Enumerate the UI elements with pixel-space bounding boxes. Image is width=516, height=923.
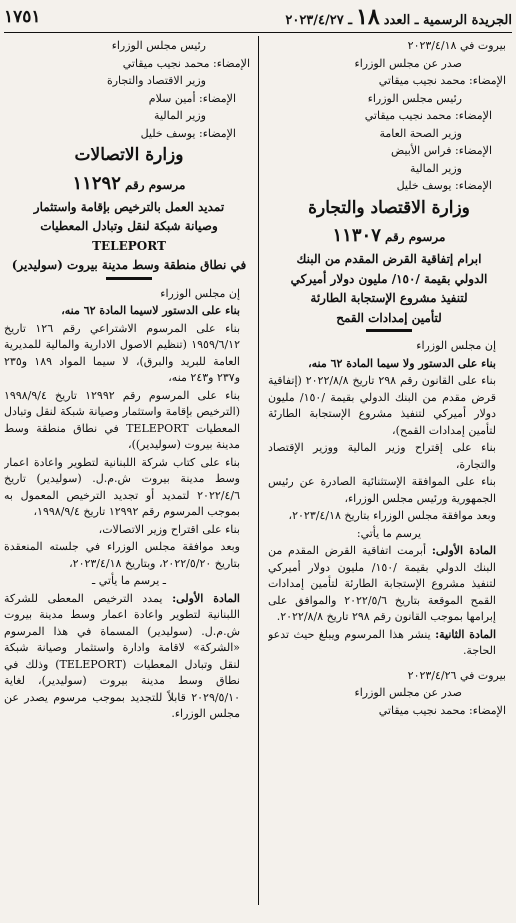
decree-title-4: لتأمين إمدادات القمح — [336, 310, 442, 325]
article-1 — [268, 543, 510, 626]
council-intro: إن مجلس الوزراء — [416, 339, 496, 353]
pm-signature: الإمضاء: محمد نجيب ميقاتي — [122, 56, 250, 70]
decree-number-value: ١١٢٩٢ — [72, 172, 121, 194]
article-1-text: أبرمت اتفاقية القرض المقدم من البنك الدولي بقيمة /١٥٠/ مليون دولار أميركي لتنفيذ مشروع الإستجابة الطارئة لتأمين إمدادات القمح الموقعة بتاريخ ٢٠٢٢/٥/٦ والموافق على إبرامها بموجب القانون رقم ٢٩٨ تاريخ ٢٠٢٢/٨/٨. — [268, 544, 496, 624]
decree-title-2: الدولي بقيمة /١٥٠/ مليون دولار أميركي — [290, 271, 488, 286]
council-intro: إن مجلس الوزراء — [160, 286, 240, 300]
decree-label: مرسوم رقم — [125, 177, 186, 192]
article-1-text: يمدد الترخيص المعطى للشركة اللبنانية لتطوير واعادة اعمار وسط مدينة بيروت ش.م.ل. (سوليدير) المسماة في هذا المرسوم «الشركة» لاقامة وادارة واستثمار وصيانة شبكة لنقل وتبادل المعطيات (TELEPORT) وذلك في نطاق وسط مدينة بيروت (سوليدير)، لغاية ٢٠٢٩/٥/١٠ قابلاً للتجديد بموجب مرسوم يصدر عن مجلس الوزراء. — [4, 591, 240, 721]
ministry-title: وزارة الاتصالات — [74, 145, 184, 165]
end-date: بيروت في ٢٠٢٣/٤/٢٦ — [407, 668, 506, 682]
header-rule — [4, 32, 512, 33]
article-2 — [268, 627, 510, 660]
economy-minister-title: وزير الاقتصاد والتجارة — [106, 74, 206, 87]
ministry-title: وزارة الاقتصاد والتجارة — [308, 197, 470, 218]
decree-number-value: ١١٣٠٧ — [332, 225, 381, 246]
health-minister-title: وزير الصحة العامة — [379, 126, 462, 140]
pm-title: رئيس مجلس الوزراء — [111, 39, 206, 52]
end-issued-by: صدر عن مجلس الوزراء — [354, 686, 462, 700]
finance-minister-signature: الإمضاء: يوسف خليل — [140, 126, 236, 140]
finance-minister-signature: الإمضاء: يوسف خليل — [396, 179, 492, 192]
left-column — [4, 38, 254, 919]
proposal-clause: بناء على اقتراح وزير الاتصالات، — [98, 522, 240, 536]
column-divider — [258, 36, 259, 905]
pm-signature-2: الإمضاء: محمد نجيب ميقاتي — [364, 109, 492, 122]
law-clause: بناء على القانون رقم ٢٩٨ تاريخ ٢٠٢٢/٨/٨ (إتفاقية قرض مقدم من البنك الدولي بقيمة /١٥٠/ مليون دولار أميركي لتنفيذ مشروع الإستجابة الطارئة لتأمين إمدادات القمح)، — [268, 374, 497, 437]
finance-minister-title: وزير المالية — [154, 109, 206, 122]
article-1-label: المادة الأولى: — [431, 544, 496, 558]
health-minister-signature: الإمضاء: فراس الأبيض — [391, 144, 492, 157]
council-approval: وبعد موافقة مجلس الوزراء بتاريخ ٢٠٢٣/٤/١٨، — [288, 509, 496, 523]
gazette-heading — [285, 4, 512, 30]
issue-date: ـ ٢٠٢٣/٤/٢٧ — [285, 13, 353, 28]
decree-title-4: في نطاق منطقة وسط مدينة بيروت (سوليدير) — [11, 258, 247, 273]
decree-title-3: لتنفيذ مشروع الإستجابة الطارئة — [310, 291, 468, 306]
article-1 — [4, 591, 254, 723]
decree-title-2: وصيانة شبكة لنقل وتبادل المعطيات — [40, 219, 218, 234]
decree-title-1: تمديد العمل بالترخيص بإقامة واستثمار — [33, 199, 225, 214]
pm-title: رئيس مجلس الوزراء — [367, 91, 462, 105]
proposal-clause: بناء على إقتراح وزير المالية ووزير الإقتصاد والتجارة، — [268, 441, 496, 471]
approval-clause: بناء على الموافقة الإستثنائية الصادرة عن رئيس الجمهورية ورئيس مجلس الوزراء، — [268, 475, 496, 505]
title-separator — [106, 277, 152, 280]
article-1-label: المادة الأولى: — [172, 591, 240, 605]
decrees-heading: يرسم ما يأتي: — [356, 526, 422, 540]
council-approval: وبعد موافقة مجلس الوزراء في جلسته المنعقدة بتاريخ ٢٠٢٢/٥/٢٠، وبتاريخ ٢٠٢٣/٤/١٨، — [4, 540, 240, 570]
finance-minister-title: وزير المالية — [410, 161, 462, 175]
issue-number: ١٨ — [356, 4, 380, 30]
constitution-clause: بناء على الدستور لاسيما المادة ٦٢ منه، — [61, 304, 240, 318]
pm-signature: الإمضاء: محمد نجيب ميقاتي — [378, 74, 506, 87]
gazette-name: الجريدة الرسمية ـ العدد — [383, 13, 512, 28]
page-number: ١٧٥١ — [4, 7, 41, 27]
decree-title-1: ابرام إتفاقية القرض المقدم من البنك — [296, 252, 482, 266]
decree-label: مرسوم رقم — [385, 230, 446, 244]
article-2-text: ينشر هذا المرسوم ويبلغ حيث تدعو الحاجة. — [268, 627, 496, 658]
end-signature: الإمضاء: محمد نجيب ميقاتي — [378, 703, 506, 717]
issued-by: صدر عن مجلس الوزراء — [354, 56, 462, 70]
decree-12992-clause: بناء على المرسوم رقم ١٢٩٩٢ تاريخ ١٩٩٨/٩/٤ (الترخيص بإقامة واستثمار وصيانة شبكة لنقل وتبادل المعطيات TELEPORT في نطاق منطقة وسط مدينة بيروت (سوليدير))، — [4, 388, 240, 452]
decree-law-clause: بناء على المرسوم الاشتراعي رقم ١٢٦ تاريخ ١٩٥٩/٦/١٢ (تنظيم الاصول الادارية والمالية للمديرية العامة للبريد والبرق)، لا سيما المواد ١٨٩ و٢٣٥ و٢٣٧ و٢٤٣ منه، — [4, 321, 241, 385]
right-column — [268, 38, 510, 919]
signature-date: بيروت في ٢٠٢٣/٤/١٨ — [407, 39, 506, 52]
decree-number — [268, 222, 510, 249]
decree-number — [4, 170, 254, 197]
economy-minister-signature: الإمضاء: أمين سلام — [148, 91, 236, 105]
solidere-letter-clause: بناء على كتاب شركة اللبنانية لتطوير واعادة اعمار وسط مدينة بيروت ش.م.ل. (سوليدير) تاريخ ٢٠٢٢/٤/٦ لتمديد أو تجديد الترخيص المعمول به بموجب المرسوم رقم ١٢٩٩٢ تاريخ ١٩٩٨/٩/٤، — [4, 455, 240, 519]
constitution-clause: بناء على الدستور ولا سيما المادة ٦٢ منه، — [308, 356, 496, 370]
title-separator — [366, 329, 412, 332]
decrees-heading: ـ يرسم ما يأتي ـ — [92, 574, 166, 588]
article-2-label: المادة الثانية: — [435, 627, 496, 641]
decree-title-3: TELEPORT — [92, 238, 166, 253]
page-header — [4, 4, 512, 30]
